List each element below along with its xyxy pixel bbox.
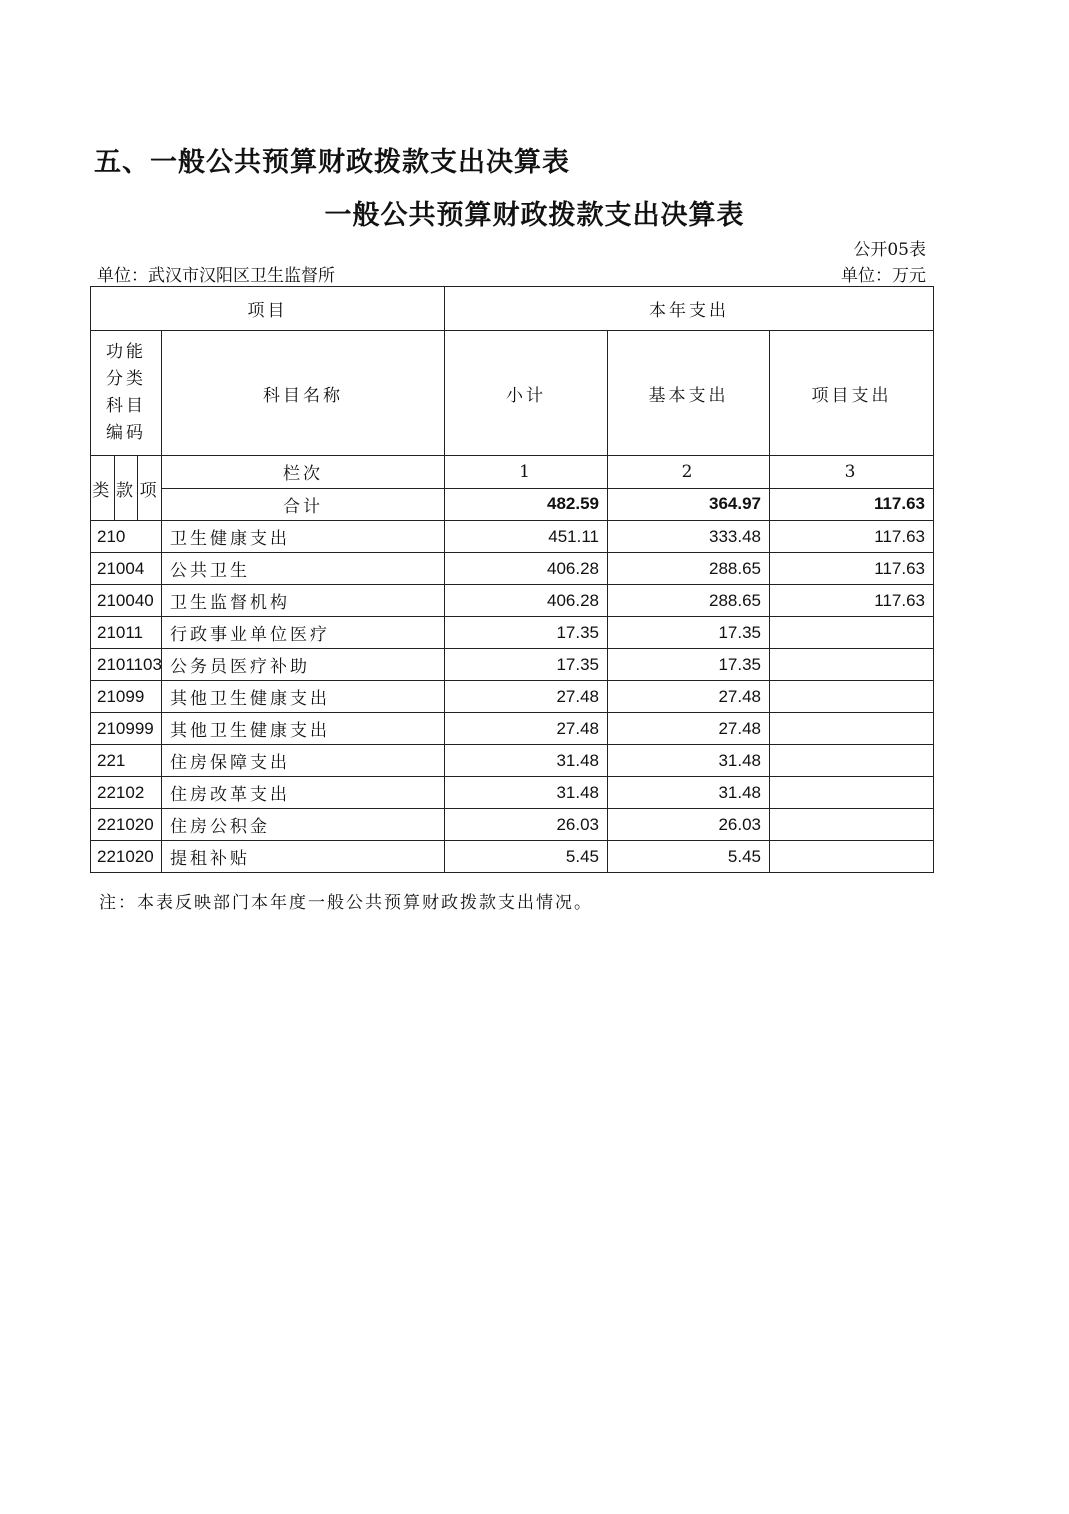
row-subtotal: 451.11 <box>445 521 608 553</box>
row-name: 住房保障支出 <box>162 745 445 777</box>
header-basic: 基本支出 <box>608 331 770 456</box>
row-subtotal: 27.48 <box>445 713 608 745</box>
row-code: 210999 <box>91 713 162 745</box>
row-name: 卫生监督机构 <box>162 585 445 617</box>
row-project <box>770 713 934 745</box>
header-col1: 1 <box>445 456 608 489</box>
table-row <box>91 649 934 681</box>
total-project: 117.63 <box>770 488 934 521</box>
row-name: 公务员医疗补助 <box>162 649 445 681</box>
row-code: 221020 <box>91 809 162 841</box>
row-name: 住房公积金 <box>162 809 445 841</box>
total-row <box>91 488 934 521</box>
row-code: 221020 <box>91 841 162 873</box>
row-code: 21004 <box>91 553 162 585</box>
table-row <box>91 617 934 649</box>
section-title: 五、一般公共预算财政拨款支出决算表 <box>94 147 570 178</box>
row-subtotal: 17.35 <box>445 649 608 681</box>
total-basic: 364.97 <box>608 488 770 521</box>
row-subtotal: 31.48 <box>445 745 608 777</box>
row-name: 提租补贴 <box>162 841 445 873</box>
header-lei: 类 <box>91 456 115 520</box>
unit-organization: 单位：武汉市汉阳区卫生监督所 <box>97 266 335 286</box>
table-row <box>91 777 934 809</box>
row-code: 21011 <box>91 617 162 649</box>
row-project <box>770 617 934 649</box>
row-project <box>770 745 934 777</box>
header-func-code: 功能分类科目编码 <box>91 331 162 456</box>
row-code: 210 <box>91 521 162 553</box>
row-project: 117.63 <box>770 553 934 585</box>
row-project <box>770 681 934 713</box>
table-row <box>91 521 934 553</box>
row-name: 住房改革支出 <box>162 777 445 809</box>
row-project <box>770 809 934 841</box>
row-name: 行政事业单位医疗 <box>162 617 445 649</box>
row-code: 221 <box>91 745 162 777</box>
table-row <box>91 809 934 841</box>
unit-currency: 单位：万元 <box>841 266 926 286</box>
header-subtotal: 小计 <box>445 331 608 456</box>
row-subtotal: 5.45 <box>445 841 608 873</box>
row-name: 其他卫生健康支出 <box>162 681 445 713</box>
table-title: 一般公共预算财政拨款支出决算表 <box>324 200 745 231</box>
row-project <box>770 777 934 809</box>
row-basic: 27.48 <box>608 681 770 713</box>
table-row <box>91 553 934 585</box>
table-row <box>91 681 934 713</box>
header-col-label: 栏次 <box>162 456 445 489</box>
header-kuan: 款 <box>115 456 139 520</box>
row-basic: 27.48 <box>608 713 770 745</box>
row-basic: 31.48 <box>608 745 770 777</box>
table-row <box>91 713 934 745</box>
table-note: 注：本表反映部门本年度一般公共预算财政拨款支出情况。 <box>99 893 593 913</box>
row-basic: 5.45 <box>608 841 770 873</box>
row-code: 2101103 <box>91 649 162 681</box>
header-year-expense: 本年支出 <box>445 287 934 331</box>
row-subtotal: 31.48 <box>445 777 608 809</box>
header-xiang: 项 <box>139 480 160 501</box>
total-label: 合计 <box>162 488 445 521</box>
row-basic: 333.48 <box>608 521 770 553</box>
row-name: 其他卫生健康支出 <box>162 713 445 745</box>
header-col3: 3 <box>770 456 934 489</box>
row-subtotal: 406.28 <box>445 585 608 617</box>
header-item: 项目 <box>91 287 445 331</box>
row-basic: 31.48 <box>608 777 770 809</box>
header-project: 项目支出 <box>770 331 934 456</box>
row-project: 117.63 <box>770 521 934 553</box>
row-code: 22102 <box>91 777 162 809</box>
row-subtotal: 26.03 <box>445 809 608 841</box>
form-number: 公开05表 <box>853 240 926 260</box>
row-subtotal: 406.28 <box>445 553 608 585</box>
row-subtotal: 17.35 <box>445 617 608 649</box>
row-subtotal: 27.48 <box>445 681 608 713</box>
row-project <box>770 841 934 873</box>
expense-table <box>90 286 934 873</box>
table-row <box>91 585 934 617</box>
row-basic: 17.35 <box>608 649 770 681</box>
row-name: 卫生健康支出 <box>162 521 445 553</box>
header-subject-name: 科目名称 <box>162 331 445 456</box>
row-project <box>770 649 934 681</box>
row-name: 公共卫生 <box>162 553 445 585</box>
table-row <box>91 841 934 873</box>
row-project: 117.63 <box>770 585 934 617</box>
row-code: 210040 <box>91 585 162 617</box>
table-row <box>91 745 934 777</box>
row-code: 21099 <box>91 681 162 713</box>
total-subtotal: 482.59 <box>445 488 608 521</box>
row-basic: 17.35 <box>608 617 770 649</box>
lei-kuan-xiang <box>91 456 162 521</box>
row-basic: 26.03 <box>608 809 770 841</box>
header-col2: 2 <box>608 456 770 489</box>
row-basic: 288.65 <box>608 585 770 617</box>
row-basic: 288.65 <box>608 553 770 585</box>
